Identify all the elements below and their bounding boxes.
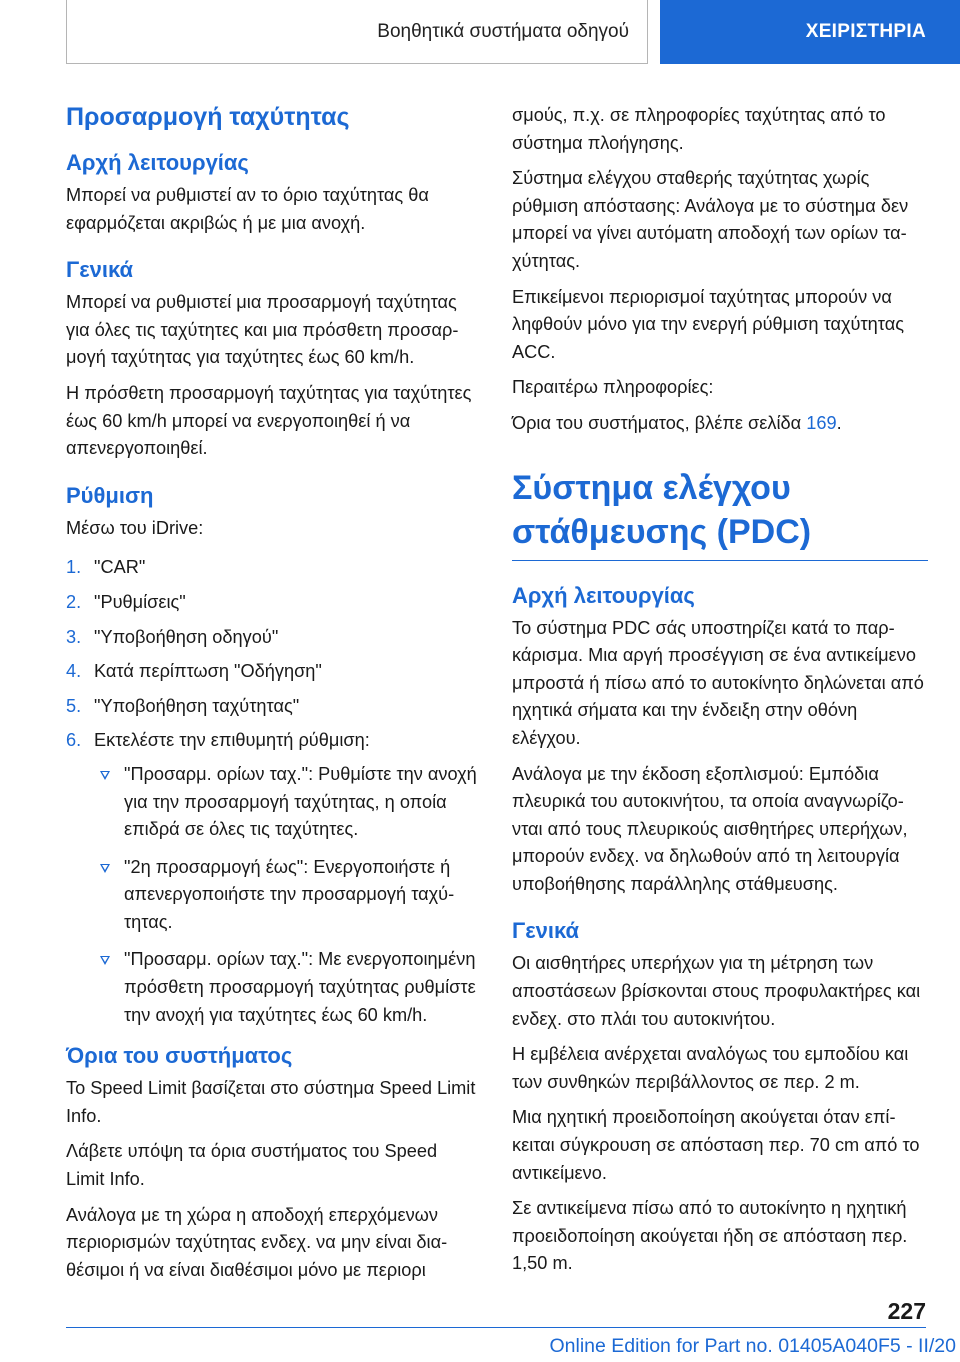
setting-steps-list (66, 554, 478, 1029)
limits-paragraph-3: Ανάλογα με τη χώρα η αποδοχή επερχόμενων περιορισμών ταχύτητας ενδεχ. να μην είναι διαθέσιμοι ή να είναι διαθέσιμοι μόνο με περιορι (66, 1204, 448, 1280)
heading-pdc-principle: Αρχή λειτουργίας (512, 582, 695, 608)
cross-reference-end: . (836, 412, 842, 433)
pdc-general-paragraph-3: Μια ηχητική προειδοποίηση ακούγεται όταν επίκειται σύγκρουση σε απόσταση περ. 70 cm από το αντικείμενο. (512, 1107, 920, 1183)
section-title-pdc: Σύστημα ελέγχου στάθμευσης (PDC) (512, 466, 928, 561)
step-text: "Υποβοήθηση ταχύτητας" (94, 695, 300, 716)
option-text: "Προσαρμ. ορίων ταχ.": Με ενεργοποιημένη πρόσθετη προσαρμογή ταχύτητας ρυθμίστε την ανοχή για ταχύτητες έως 60 km/h. (124, 949, 476, 1025)
left-column (66, 100, 478, 1284)
step-text: Εκτελέστε την επιθυμητή ρύθμιση: (94, 730, 370, 751)
triangle-bullet-icon (100, 771, 110, 780)
step-text: Κατά περίπτωση "Οδήγηση" (94, 661, 322, 682)
right-column (512, 102, 924, 1278)
general-paragraph-2: Η πρόσθετη προσαρμογή ταχύτητας για ταχύτητες έως 60 km/h μπορεί να ενεργοποιηθεί ή να απενεργοποιηθεί. (66, 382, 472, 459)
limits-paragraph-1: Το Speed Limit βασίζεται στο σύστημα Speed Limit Info. (66, 1078, 476, 1126)
step-number: 5. (66, 695, 82, 716)
step-text: "CAR" (94, 557, 146, 578)
list-item (66, 727, 478, 1029)
page-link-169[interactable]: 169 (806, 412, 837, 433)
continued-paragraph-1: σμούς, π.χ. σε πληροφορίες ταχύτητας από το σύστημα πλοήγησης. (512, 105, 886, 153)
pdc-principle-paragraph-1: Το σύστημα PDC σάς υποστηρίζει κατά το παρκάρισμα. Μια αργή προσέγγιση σε ένα αντικείμενο μπροστά ή πίσω από το αυτοκίνητο δηλώνεται από ηχητικά σήματα και την ένδειξη στην οθόνη ελέγχου. (512, 617, 924, 748)
triangle-bullet-icon (100, 956, 110, 965)
list-item (66, 624, 478, 652)
list-item (94, 946, 478, 1029)
heading-setting: Ρύθμιση (66, 482, 154, 508)
setting-options-list (94, 761, 478, 1029)
footer-divider (66, 1327, 926, 1328)
pdc-general-paragraph-1: Οι αισθητήρες υπερήχων για τη μέτρηση των αποστάσεων βρίσκονται στους προφυλακτήρες και ενδεχ. στο πλάι του αυτοκινήτου. (512, 953, 921, 1029)
section-title-speed-adaptation: Προσαρμογή ταχύτητας (66, 103, 350, 131)
cross-reference (512, 410, 924, 438)
heading-general: Γενικά (66, 257, 134, 283)
principle-text: Μπορεί να ρυθμιστεί αν το όριο ταχύτητας θα εφαρμόζεται ακριβώς ή με μια ανοχή. (66, 185, 429, 233)
page-number: 227 (887, 1298, 926, 1324)
list-item (66, 693, 478, 721)
pdc-principle-paragraph-2: Ανάλογα με την έκδοση εξοπλισμού: Εμπόδια πλευρικά του αυτοκινήτου, τα οποία αναγνωρίζονται από τους πλευρικούς αισθητήρες υπερήχων, μπορούν ενδεχ. να δηλωθούν από τη λειτουργία υποβοήθησης παράλληλης στάθμευσης. (512, 763, 908, 894)
step-number: 2. (66, 591, 82, 612)
cross-reference-text: Όρια του συστήματος, βλέπε σελίδα (512, 412, 807, 433)
header-section-title (66, 0, 648, 64)
triangle-bullet-icon (100, 864, 110, 873)
header-section-label: Βοηθητικά συστήματα οδηγού (377, 20, 629, 42)
footer-edition-text: Online Edition for Part no. 01405A040F5 - II/20 (549, 1335, 956, 1357)
step-text: "Ρυθμίσεις" (94, 591, 186, 612)
step-text: "Υποβοήθηση οδηγού" (94, 626, 279, 647)
header-chapter-tab[interactable] (660, 0, 960, 64)
general-paragraph-1: Μπορεί να ρυθμιστεί μια προσαρμογή ταχύτητας για όλες τις ταχύτητες και μια πρόσθετη προσαρμογή ταχύτητας για ταχύτητες έως 60 km/h. (66, 292, 459, 368)
header-chapter-label: ΧΕΙΡΙΣΤΗΡΙΑ (805, 21, 926, 42)
step-number: 1. (66, 557, 82, 578)
list-item (66, 554, 478, 582)
list-item (94, 761, 478, 844)
option-text: "2η προσαρμογή έως": Ενεργοποιήστε ή απενεργοποιήστε την προσαρμογή ταχύτητας. (124, 856, 455, 932)
more-info-label: Περαιτέρω πληροφορίες: (512, 377, 714, 398)
step-number: 4. (66, 661, 82, 682)
heading-principle: Αρχή λειτουργίας (66, 150, 249, 175)
heading-system-limits: Όρια του συστήματος (66, 1043, 293, 1069)
footer-edition (0, 1332, 960, 1360)
list-item (94, 854, 478, 937)
step-number: 6. (66, 730, 82, 751)
pdc-general-paragraph-4: Σε αντικείμενα πίσω από το αυτοκίνητο η ηχητική προειδοποίηση ακούγεται ήδη σε απόσταση περ. 1,50 m. (512, 1198, 908, 1274)
option-text: "Προσαρμ. ορίων ταχ.": Ρυθμίστε την ανοχή για την προσαρμογή ταχύτητας, η οποία επιδρά σε όλες τις ταχύτητες. (124, 763, 477, 840)
list-item (66, 658, 478, 686)
limits-paragraph-2: Λάβετε υπόψη τα όρια συστήματος του Speed Limit Info. (66, 1141, 438, 1190)
continued-paragraph-2: Σύστημα ελέγχου σταθερής ταχύτητας χωρίς ρύθμιση απόστασης: Ανάλογα με το σύστημα δεν μπορεί να γίνει αυτόματη αποδοχή των ορίων ταχύτητας. (512, 168, 909, 271)
continued-paragraph-3: Επικείμενοι περιορισμοί ταχύτητας μπορούν να ληφθούν μόνο για την ενεργή ρύθμιση ταχύτητας ACC. (512, 286, 905, 362)
pdc-general-paragraph-2: Η εμβέλεια ανέρχεται αναλόγως του εμποδίου και των συνθηκών περιβάλλοντος σε περ. 2 m. (512, 1044, 909, 1092)
heading-pdc-general: Γενικά (512, 918, 580, 944)
setting-intro: Μέσω του iDrive: (66, 517, 204, 538)
step-number: 3. (66, 626, 82, 647)
list-item (66, 589, 478, 617)
